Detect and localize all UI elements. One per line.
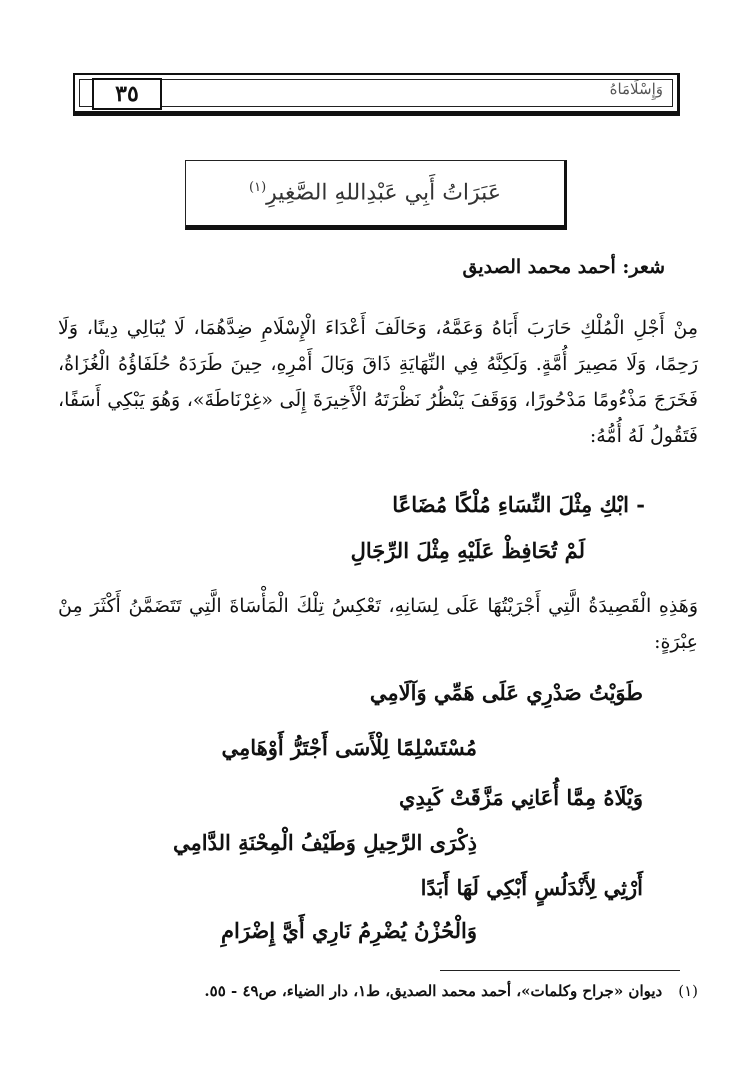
page-header: [73, 73, 680, 116]
poem-line-5: أَرْثِي لِأَنْدَلُسٍ أَبْكِي لَهَا أَبَدًا: [420, 875, 643, 900]
quote-line-1: - ابْكِ مِثْلَ النِّسَاءِ مُلْكًا مُضَاعًا: [392, 492, 645, 517]
poem-line-4: ذِكْرَى الرَّحِيلِ وَطَيْفُ الْمِحْنَةِ الدَّامِي: [173, 830, 477, 855]
quote-line-2: لَمْ تُحَافِظْ عَلَيْهِ مِثْلَ الرِّجَالِ: [350, 538, 585, 563]
poem-line-2: مُسْتَسْلِمًا لِلْأَسَى أَجْتَرُّ أَوْهَامِي: [221, 735, 477, 760]
intro-paragraph: مِنْ أَجْلِ الْمُلْكِ حَارَبَ أَبَاهُ وَعَمَّهُ، وَحَالَفَ أَعْدَاءَ الْإِسْلَامِ ضِدَّهُمَا، لَا يُبَالِي دِينًا، وَلَا رَحِمًا، وَلَا مَصِيرَ أُمَّةٍ. وَلَكِنَّهُ فِي النِّهَايَةِ ذَاقَ وَبَالَ أَمْرِهِ، حِينَ طَرَدَهُ حُلَفَاؤُهُ الْغُزَاةُ، فَخَرَجَ مَذْءُومًا مَدْحُورًا، وَوَقَفَ يَنْظُرُ نَظْرَتَهُ الْأَخِيرَةَ إِلَى «غِرْنَاطَةَ»، وَهُوَ يَبْكِي أَسَفًا، فَتَقُولُ لَهُ أُمُّهُ:: [58, 317, 698, 447]
poem-line-3: وَيْلَاهُ مِمَّا أُعَانِي مَزَّقَتْ كَبِدِي: [399, 785, 643, 810]
header-inner-frame: [79, 79, 673, 107]
title-footnote-ref: (١): [249, 180, 267, 196]
footnote-divider: [440, 970, 680, 971]
chapter-title-text: عَبَرَاتُ أَبِي عَبْدِاللهِ الصَّغِيرِ: [266, 180, 501, 206]
poem-line-6: وَالْحُزْنُ يُضْرِمُ نَارِي أَيَّ إِضْرَامِ: [220, 918, 477, 943]
running-title: وَإِسْلَامَاهُ: [609, 80, 663, 98]
poet-line: شعر: أحمد محمد الصديق: [462, 256, 665, 278]
page-number: ٣٥: [92, 78, 162, 110]
footnote-text: ديوان «جراح وكلمات»، أحمد محمد الصديق، ط١، دار الضياء، ص٤٩ - ٥٥.: [204, 982, 663, 1000]
footnote: [58, 982, 698, 1000]
footnote-mark: (١): [678, 982, 698, 1000]
chapter-title: [249, 180, 501, 205]
poem-line-1: طَوَيْتُ صَدْرِي عَلَى هَمِّي وَآلَامِي: [369, 680, 643, 705]
chapter-title-box: [185, 160, 567, 230]
poem-intro-paragraph: وَهَذِهِ الْقَصِيدَةُ الَّتِي أَجْرَيْتُهَا عَلَى لِسَانِهِ، تَعْكِسُ تِلْكَ الْمَأْسَاةَ الَّتِي تَتَضَمَّنُ أَكْثَرَ مِنْ عِبْرَةٍ:: [58, 595, 698, 653]
